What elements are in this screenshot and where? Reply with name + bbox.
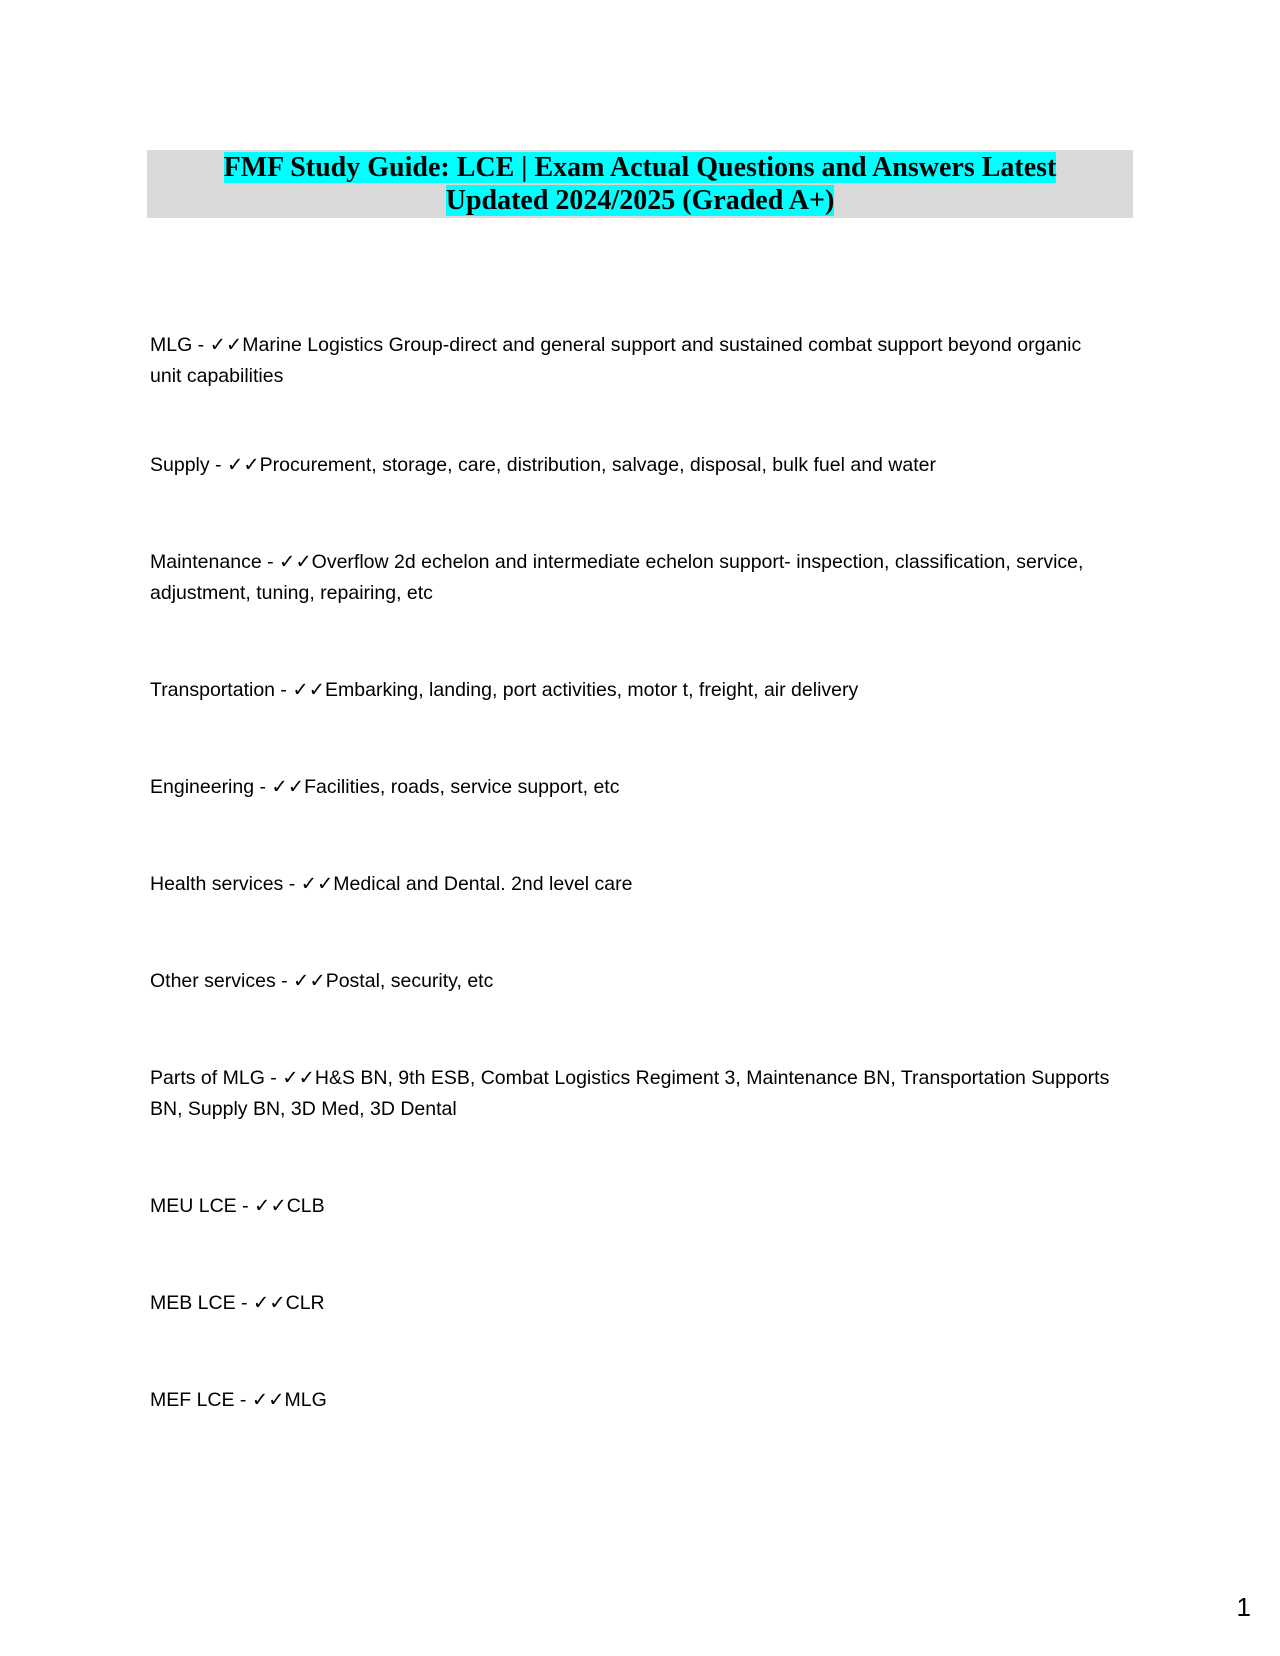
qa-item-health-services: Health services - ✓✓Medical and Dental. 2nd level care — [150, 873, 633, 895]
qa-item-other-services: Other services - ✓✓Postal, security, etc — [150, 970, 494, 992]
qa-item-engineering: Engineering - ✓✓Facilities, roads, service support, etc — [150, 776, 620, 798]
document-title — [147, 150, 1133, 218]
qa-item-maintenance: Maintenance - ✓✓Overflow 2d echelon and intermediate echelon support- inspection, classification, service, adjustment, tuning, repairing, etc — [150, 551, 1084, 604]
qa-item-parts-of-mlg: Parts of MLG - ✓✓H&S BN, 9th ESB, Combat Logistics Regiment 3, Maintenance BN, Transportation Supports BN, Supply BN, 3D Med, 3D Dental — [150, 1067, 1110, 1120]
qa-item-transportation: Transportation - ✓✓Embarking, landing, port activities, motor t, freight, air delivery — [150, 679, 859, 701]
qa-item-supply: Supply - ✓✓Procurement, storage, care, distribution, salvage, disposal, bulk fuel and water — [150, 454, 936, 476]
title-line-1: FMF Study Guide: LCE | Exam Actual Questions and Answers Latest — [223, 152, 1057, 183]
page-number: 1 — [1236, 1592, 1251, 1622]
qa-item-mef-lce: MEF LCE - ✓✓MLG — [150, 1389, 327, 1411]
qa-item-meb-lce: MEB LCE - ✓✓CLR — [150, 1292, 325, 1314]
qa-item-meu-lce: MEU LCE - ✓✓CLB — [150, 1195, 325, 1217]
qa-item-mlg: MLG - ✓✓Marine Logistics Group-direct and general support and sustained combat support beyond organic unit capabilities — [150, 334, 1082, 387]
title-line-2: Updated 2024/2025 (Graded A+) — [445, 185, 835, 216]
